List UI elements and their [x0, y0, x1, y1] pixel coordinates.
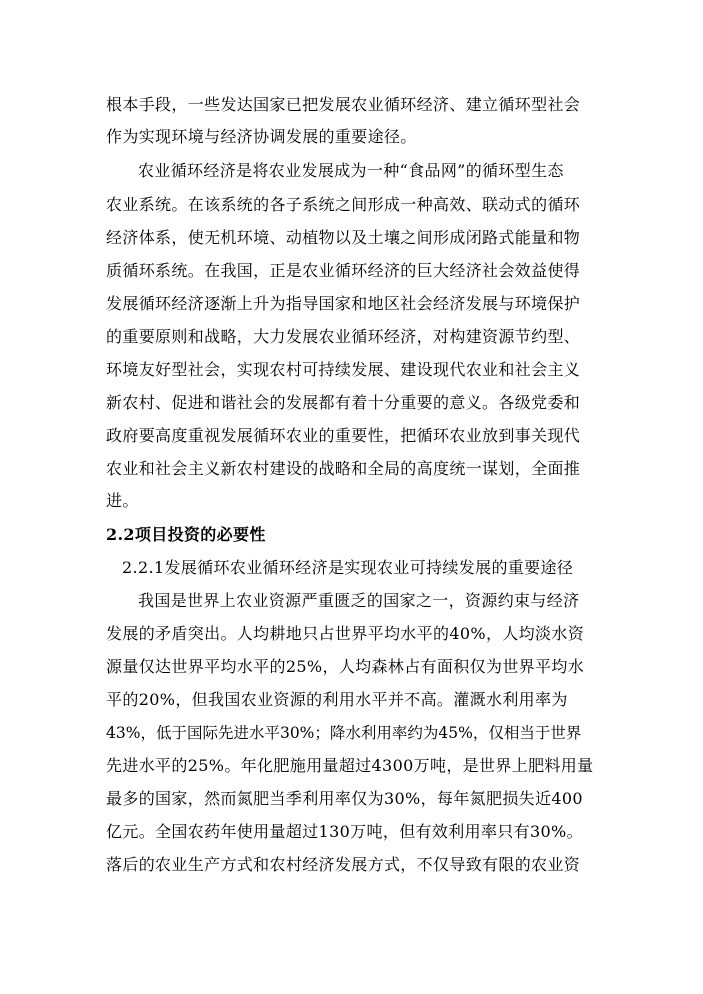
text-line: 进。: [106, 491, 139, 510]
text-line: 农业循环经济是将农业发展成为一种“食品网”的循环型生态: [138, 161, 564, 180]
section-heading: 2.2项目投资的必要性: [106, 525, 266, 544]
text-line: 发展循环经济逐渐上升为指导国家和地区社会经济发展与环境保护: [106, 294, 581, 313]
text-line: 环境友好型社会，实现农村可持续发展、建设现代农业和社会主义: [106, 360, 581, 379]
text-line: 新农村、促进和谐社会的发展都有着十分重要的意义。各级党委和: [106, 393, 581, 412]
text-line: 政府要高度重视发展循环农业的重要性，把循环农业放到事关现代: [106, 426, 581, 445]
text-line: 发展的矛盾突出。人均耕地只占世界平均水平的40%，人均淡水资: [106, 624, 585, 643]
text-line: 源量仅达世界平均水平的25%，人均森林占有面积仅为世界平均水: [106, 657, 585, 676]
text-line: 作为实现环境与经济协调发展的重要途径。: [106, 127, 417, 146]
text-line: 的重要原则和战略，大力发展农业循环经济，对构建资源节约型、: [106, 327, 581, 346]
text-line: 农业系统。在该系统的各子系统之间形成一种高效、联动式的循环: [106, 195, 581, 214]
text-line: 43%，低于国际先进水平30%；降水利用率约为45%，仅相当于世界: [106, 724, 582, 742]
text-line: 平的20%，但我国农业资源的利用水平并不高。灌溉水利用率为: [106, 690, 568, 709]
text-line: 我国是世界上农业资源严重匮乏的国家之一，资源约束与经济: [138, 591, 580, 610]
text-line: 经济体系，使无机环境、动植物以及土壤之间形成闭路式能量和物: [106, 228, 581, 247]
text-line: 落后的农业生产方式和农村经济发展方式，不仅导致有限的农业资: [106, 855, 581, 874]
text-line: 质循环系统。在我国，正是农业循环经济的巨大经济社会效益使得: [106, 261, 581, 280]
subsection-heading: 2.2.1发展循环农业循环经济是实现农业可持续发展的重要途径: [122, 558, 574, 577]
text-line: 根本手段，一些发达国家已把发展农业循环经济、建立循环型社会: [106, 95, 581, 114]
text-line: 先进水平的25%。年化肥施用量超过4300万吨，是世界上肥料用量: [106, 756, 594, 775]
text-line: 最多的国家，然而氮肥当季利用率仅为30%，每年氮肥损失近400: [106, 789, 583, 808]
text-line: 农业和社会主义新农村建设的战略和全局的高度统一谋划，全面推: [106, 459, 581, 478]
text-line: 亿元。全国农药年使用量超过130万吨，但有效利用率只有30%。: [106, 822, 583, 841]
